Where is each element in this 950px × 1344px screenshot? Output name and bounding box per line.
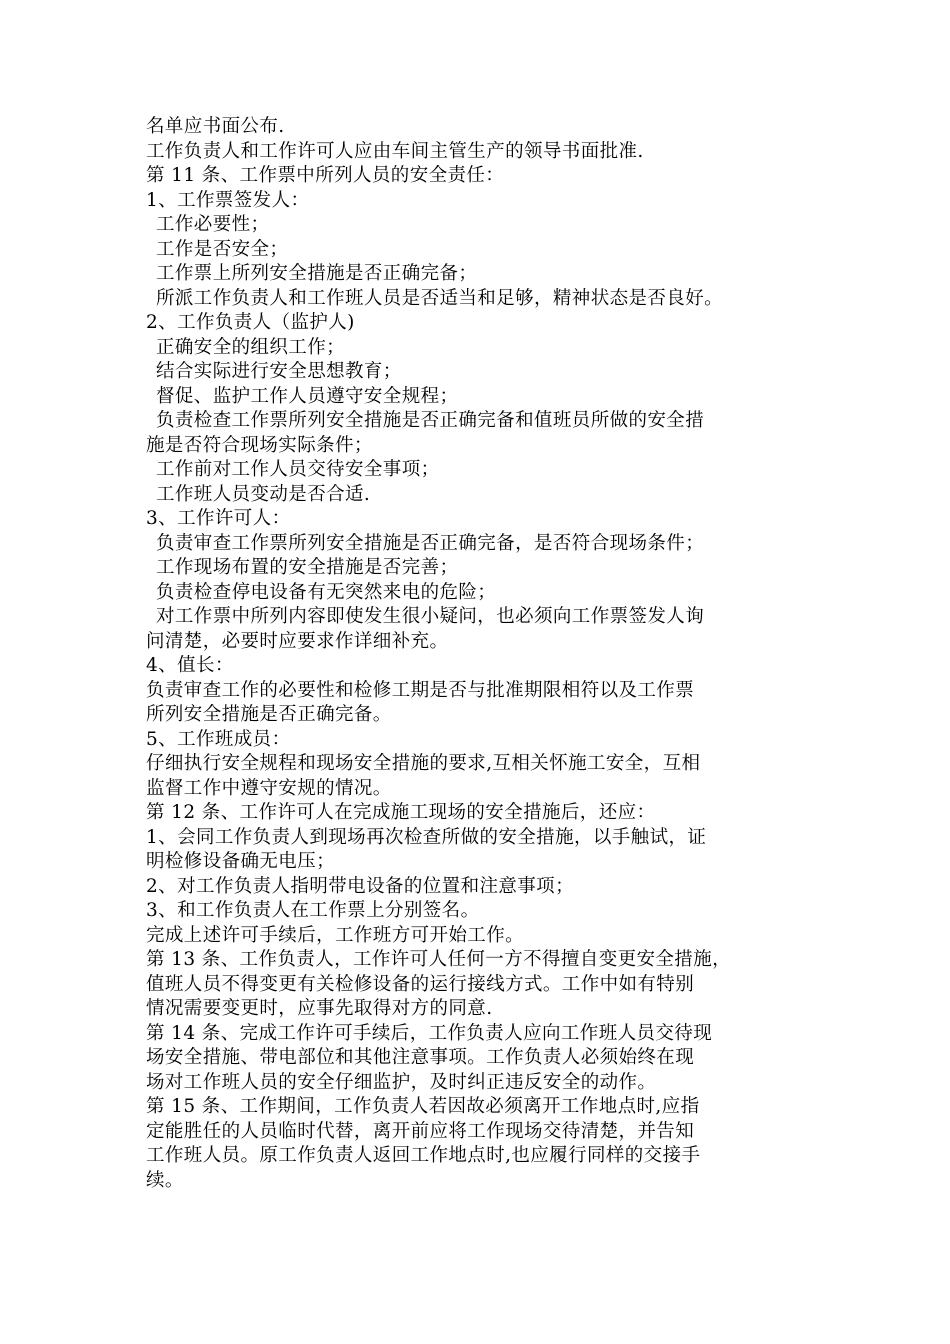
document-body <box>146 115 826 1193</box>
text-line: 施是否符合现场实际条件； <box>146 434 373 456</box>
text-line: 所列安全措施是否正确完备。 <box>146 704 392 725</box>
text-line: 明检修设备确无电压； <box>146 851 336 872</box>
text-line: 所派工作负责人和工作班人员是否适当和足够，精神状态是否良好。 <box>156 287 724 309</box>
text-line: 定能胜任的人员临时代替，离开前应将工作现场交待清楚，并告知 <box>146 1120 695 1142</box>
text-line: 3、和工作负责人在工作票上分别签名。 <box>146 900 480 921</box>
text-line: 工作班人员。原工作负责人返回工作地点时,也应履行同样的交接手 <box>146 1145 701 1166</box>
text-line: 1、会同工作负责人到现场再次检查所做的安全措施，以手触试，证 <box>146 826 707 848</box>
text-line: 情况需要变更时，应事先取得对方的同意. <box>146 998 493 1019</box>
text-line: 工作前对工作人员交待安全事项； <box>156 459 440 480</box>
text-line: 1、工作票签发人： <box>146 189 310 211</box>
text-line: 第 11 条、工作票中所列人员的安全责任： <box>146 165 505 186</box>
text-line: 工作是否安全； <box>156 238 289 260</box>
text-line: 完成上述许可手续后，工作班方可开始工作。 <box>146 924 525 946</box>
text-line: 3、工作许可人： <box>146 508 291 529</box>
text-line: 负责审查工作的必要性和检修工期是否与批准期限相符以及工作票 <box>146 679 695 701</box>
text-line: 工作负责人和工作许可人应由车间主管生产的领导书面批准. <box>146 140 644 162</box>
text-line: 5、工作班成员： <box>146 728 291 750</box>
text-line: 工作票上所列安全措施是否正确完备； <box>156 263 478 284</box>
text-line: 场对工作班人员的安全仔细监护，及时纠正违反安全的动作。 <box>146 1071 657 1093</box>
text-line: 工作班人员变动是否合适. <box>156 483 371 505</box>
text-line: 2、工作负责人（监护人) <box>146 312 355 333</box>
text-line: 续。 <box>146 1169 184 1191</box>
text-line: 负责检查工作票所列安全措施是否正确完备和值班员所做的安全措 <box>156 410 705 431</box>
text-line: 对工作票中所列内容即使发生很小疑问，也必须向工作票签发人询 <box>156 606 705 627</box>
text-line: 负责审查工作票所列安全措施是否正确完备，是否符合现场条件； <box>156 532 705 554</box>
text-line: 2、对工作负责人指明带电设备的位置和注意事项； <box>146 875 574 897</box>
text-line: 问清楚，必要时应要求作详细补充。 <box>146 630 449 652</box>
text-line: 值班人员不得变更有关检修设备的运行接线方式。工作中如有特别 <box>146 973 695 995</box>
text-line: 工作必要性； <box>156 214 270 235</box>
text-line: 仔细执行安全规程和现场安全措施的要求,互相关怀施工安全，互相 <box>146 753 701 774</box>
text-line: 结合实际进行安全思想教育； <box>156 361 402 382</box>
text-line: 负责检查停电设备有无突然来电的危险； <box>156 581 497 603</box>
text-line: 工作现场布置的安全措施是否完善； <box>156 557 459 578</box>
text-line: 正确安全的组织工作； <box>156 336 346 358</box>
text-line: 督促、监护工作人员遵守安全规程； <box>156 385 459 407</box>
text-line: 名单应书面公布. <box>146 116 285 137</box>
text-line: 4、值长： <box>146 655 234 676</box>
text-line: 第 12 条、工作许可人在完成施工现场的安全措施后，还应： <box>146 802 656 823</box>
text-line: 第 13 条、工作负责人，工作许可人任何一方不得擅自变更安全措施， <box>146 949 732 970</box>
text-line: 监督工作中遵守安规的情况。 <box>146 777 392 799</box>
text-line: 第 15 条、工作期间，工作负责人若因故必须离开工作地点时,应指 <box>146 1096 700 1117</box>
text-line: 场安全措施、带电部位和其他注意事项。工作负责人必须始终在现 <box>146 1047 695 1068</box>
text-line: 第 14 条、完成工作许可手续后，工作负责人应向工作班人员交待现 <box>146 1022 713 1044</box>
